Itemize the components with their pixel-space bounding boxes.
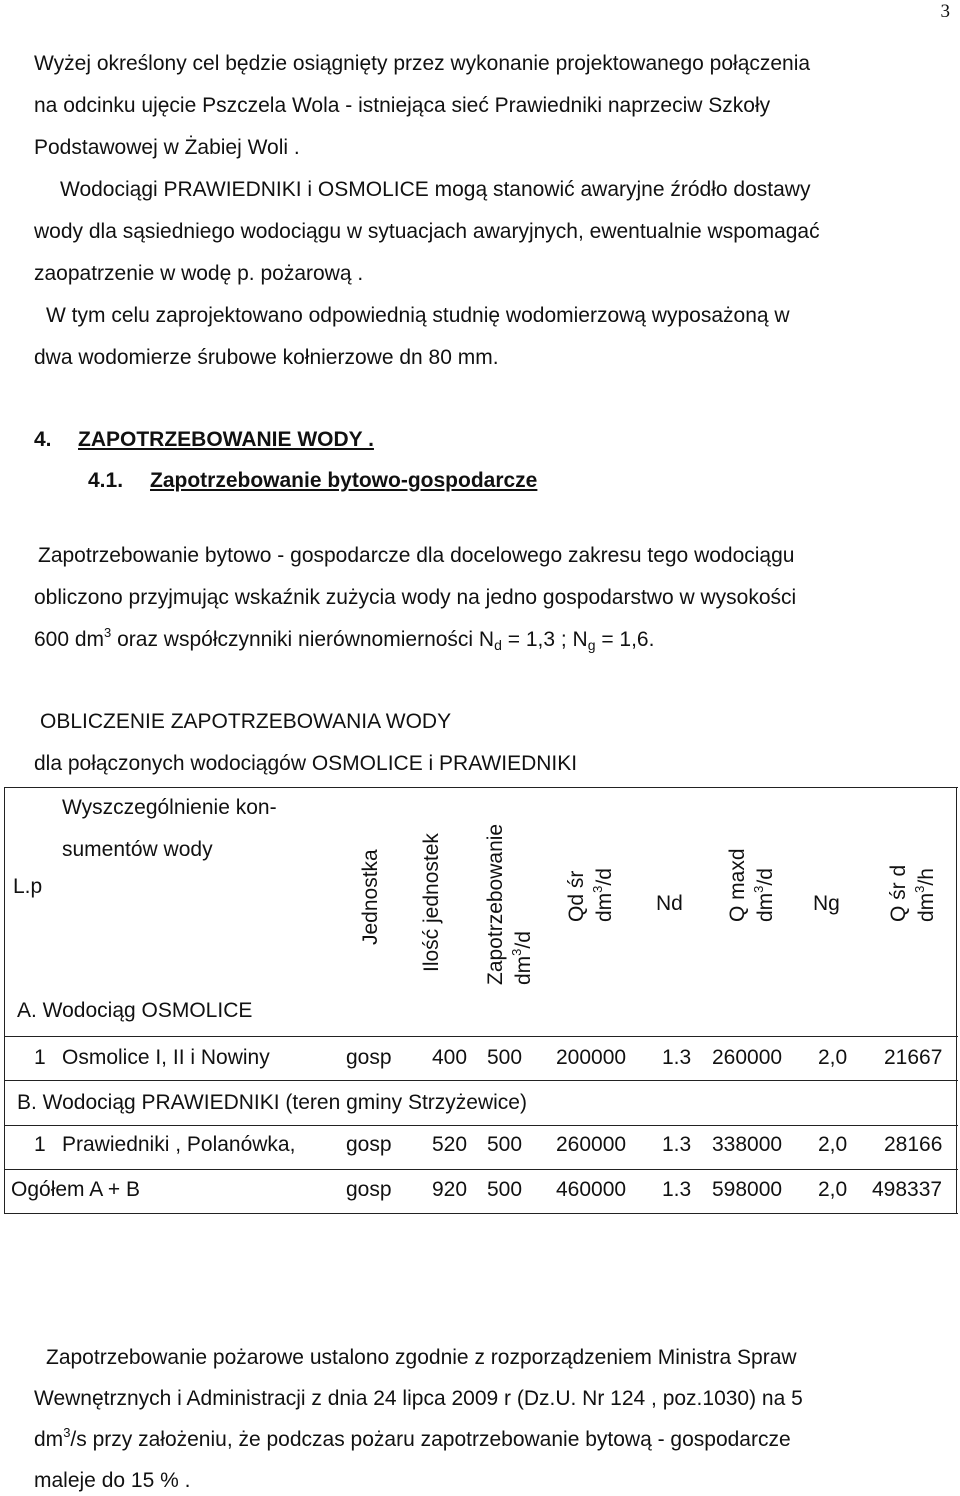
fire-line-4: maleje do 15 % . bbox=[34, 1469, 191, 1492]
table-section-b: B. Wodociąg PRAWIEDNIKI (teren gminy Strzyżewice) bbox=[17, 1091, 527, 1114]
page-number: 3 bbox=[940, 1, 950, 22]
table-rule bbox=[4, 1125, 958, 1126]
calc-subtitle: dla połączonych wodociągów OSMOLICE i PRAWIEDNIKI bbox=[34, 752, 578, 775]
total-qh: 498337 bbox=[872, 1178, 943, 1201]
table-rule bbox=[4, 1169, 958, 1170]
table-border-left bbox=[4, 787, 5, 1214]
row1-qmax: 260000 bbox=[712, 1046, 783, 1069]
calc-title: OBLICZENIE ZAPOTRZEBOWANIA WODY bbox=[40, 710, 452, 733]
row2-count: 520 bbox=[432, 1133, 468, 1156]
row1-name: Osmolice I, II i Nowiny bbox=[62, 1046, 270, 1069]
subsection-title: Zapotrzebowanie bytowo-gospodarcze bbox=[150, 469, 538, 492]
table-border-top bbox=[4, 787, 958, 788]
fire-line-3: $dm^3/s$ przy założeniu, że podczas pożaru zapotrzebowanie bytową - gospodarcze bbox=[34, 1425, 791, 1451]
total-label: Ogółem A + B bbox=[11, 1178, 140, 1201]
total-demand: 500 bbox=[487, 1178, 523, 1201]
header-ng: Ng bbox=[813, 892, 840, 915]
header-qh: Q śr d $dm^3/h$ bbox=[887, 864, 939, 922]
intro-line-4: Wodociągi PRAWIEDNIKI i OSMOLICE mogą stanowić awaryjne źródło dostawy bbox=[60, 178, 811, 201]
total-nd: 1.3 bbox=[662, 1178, 692, 1201]
row1-nd: 1.3 bbox=[662, 1046, 692, 1069]
intro-line-5: wody dla sąsiedniego wodociągu w sytuacjach awaryjnych, ewentualnie wspomagać bbox=[34, 220, 820, 243]
table-border-bottom bbox=[4, 1213, 958, 1214]
row1-lp: 1 bbox=[34, 1046, 46, 1069]
header-desc-line1: Wyszczególnienie kon- bbox=[62, 796, 277, 819]
intro-line-1: Wyżej określony cel będzie osiągnięty przez wykonanie projektowanego połączenia bbox=[34, 52, 811, 75]
header-qd: Qd śr $dm^3/d$ bbox=[565, 868, 617, 922]
table-rule bbox=[4, 1080, 958, 1081]
row1-unit: gosp bbox=[346, 1046, 392, 1069]
header-lp: L.p bbox=[13, 875, 43, 898]
row2-qd: 260000 bbox=[556, 1133, 627, 1156]
row2-name: Prawiedniki , Polanówka, bbox=[62, 1133, 296, 1156]
row2-ng: 2,0 bbox=[818, 1133, 848, 1156]
fire-line-1: Zapotrzebowanie pożarowe ustalono zgodnie z rozporządzeniem Ministra Spraw bbox=[46, 1346, 797, 1369]
row1-count: 400 bbox=[432, 1046, 468, 1069]
header-unit: Jednostka bbox=[359, 849, 382, 945]
section-number: 4. bbox=[34, 428, 52, 451]
total-qmax: 598000 bbox=[712, 1178, 783, 1201]
subsection-number: 4.1. bbox=[88, 469, 124, 492]
row2-qh: 28166 bbox=[884, 1133, 943, 1156]
header-demand: Zapotrzebowanie $dm^3/d$ bbox=[484, 823, 536, 985]
row1-qh: 21667 bbox=[884, 1046, 943, 1069]
header-nd: Nd bbox=[656, 892, 683, 915]
row1-qd: 200000 bbox=[556, 1046, 627, 1069]
table-rule bbox=[4, 1036, 958, 1037]
total-unit: gosp bbox=[346, 1178, 392, 1201]
section-title: ZAPOTRZEBOWANIE WODY . bbox=[78, 428, 374, 451]
total-qd: 460000 bbox=[556, 1178, 627, 1201]
row2-demand: 500 bbox=[487, 1133, 523, 1156]
intro-line-7: W tym celu zaprojektowano odpowiednią studnię wodomierzową wyposażoną w bbox=[46, 304, 790, 327]
row2-lp: 1 bbox=[34, 1133, 46, 1156]
row2-unit: gosp bbox=[346, 1133, 392, 1156]
total-ng: 2,0 bbox=[818, 1178, 848, 1201]
para2-line-2: obliczono przyjmując wskaźnik zużycia wody na jedno gospodarstwo w wysokości bbox=[34, 586, 797, 609]
intro-line-3: Podstawowej w Żabiej Woli . bbox=[34, 136, 300, 159]
intro-line-8: dwa wodomierze śrubowe kołnierzowe dn 80 mm. bbox=[34, 346, 499, 369]
fire-line-2: Wewnętrznych i Administracji z dnia 24 lipca 2009 r (Dz.U. Nr 124 , poz.1030) na 5 bbox=[34, 1387, 803, 1410]
para2-line-1: Zapotrzebowanie bytowo - gospodarcze dla docelowego zakresu tego wodociągu bbox=[38, 544, 795, 567]
total-count: 920 bbox=[432, 1178, 468, 1201]
row1-demand: 500 bbox=[487, 1046, 523, 1069]
row1-ng: 2,0 bbox=[818, 1046, 848, 1069]
table-section-a: A. Wodociąg OSMOLICE bbox=[17, 999, 253, 1022]
intro-line-6: zaopatrzenie w wodę p. pożarową . bbox=[34, 262, 364, 285]
intro-line-2: na odcinku ujęcie Pszczela Wola - istniejąca sieć Prawiedniki naprzeciw Szkoły bbox=[34, 94, 771, 117]
table-border-right bbox=[956, 787, 957, 1214]
header-desc-line2: sumentów wody bbox=[62, 838, 213, 861]
row2-qmax: 338000 bbox=[712, 1133, 783, 1156]
row2-nd: 1.3 bbox=[662, 1133, 692, 1156]
header-count: Ilość jednostek bbox=[420, 833, 443, 972]
header-qmax: Q maxd $dm^3/d$ bbox=[726, 848, 778, 922]
para2-line-3: 600 $dm^3$ oraz współczynniki nierównomierności $N_d = 1,3$ ; $N_g = 1,6$. bbox=[34, 625, 655, 653]
